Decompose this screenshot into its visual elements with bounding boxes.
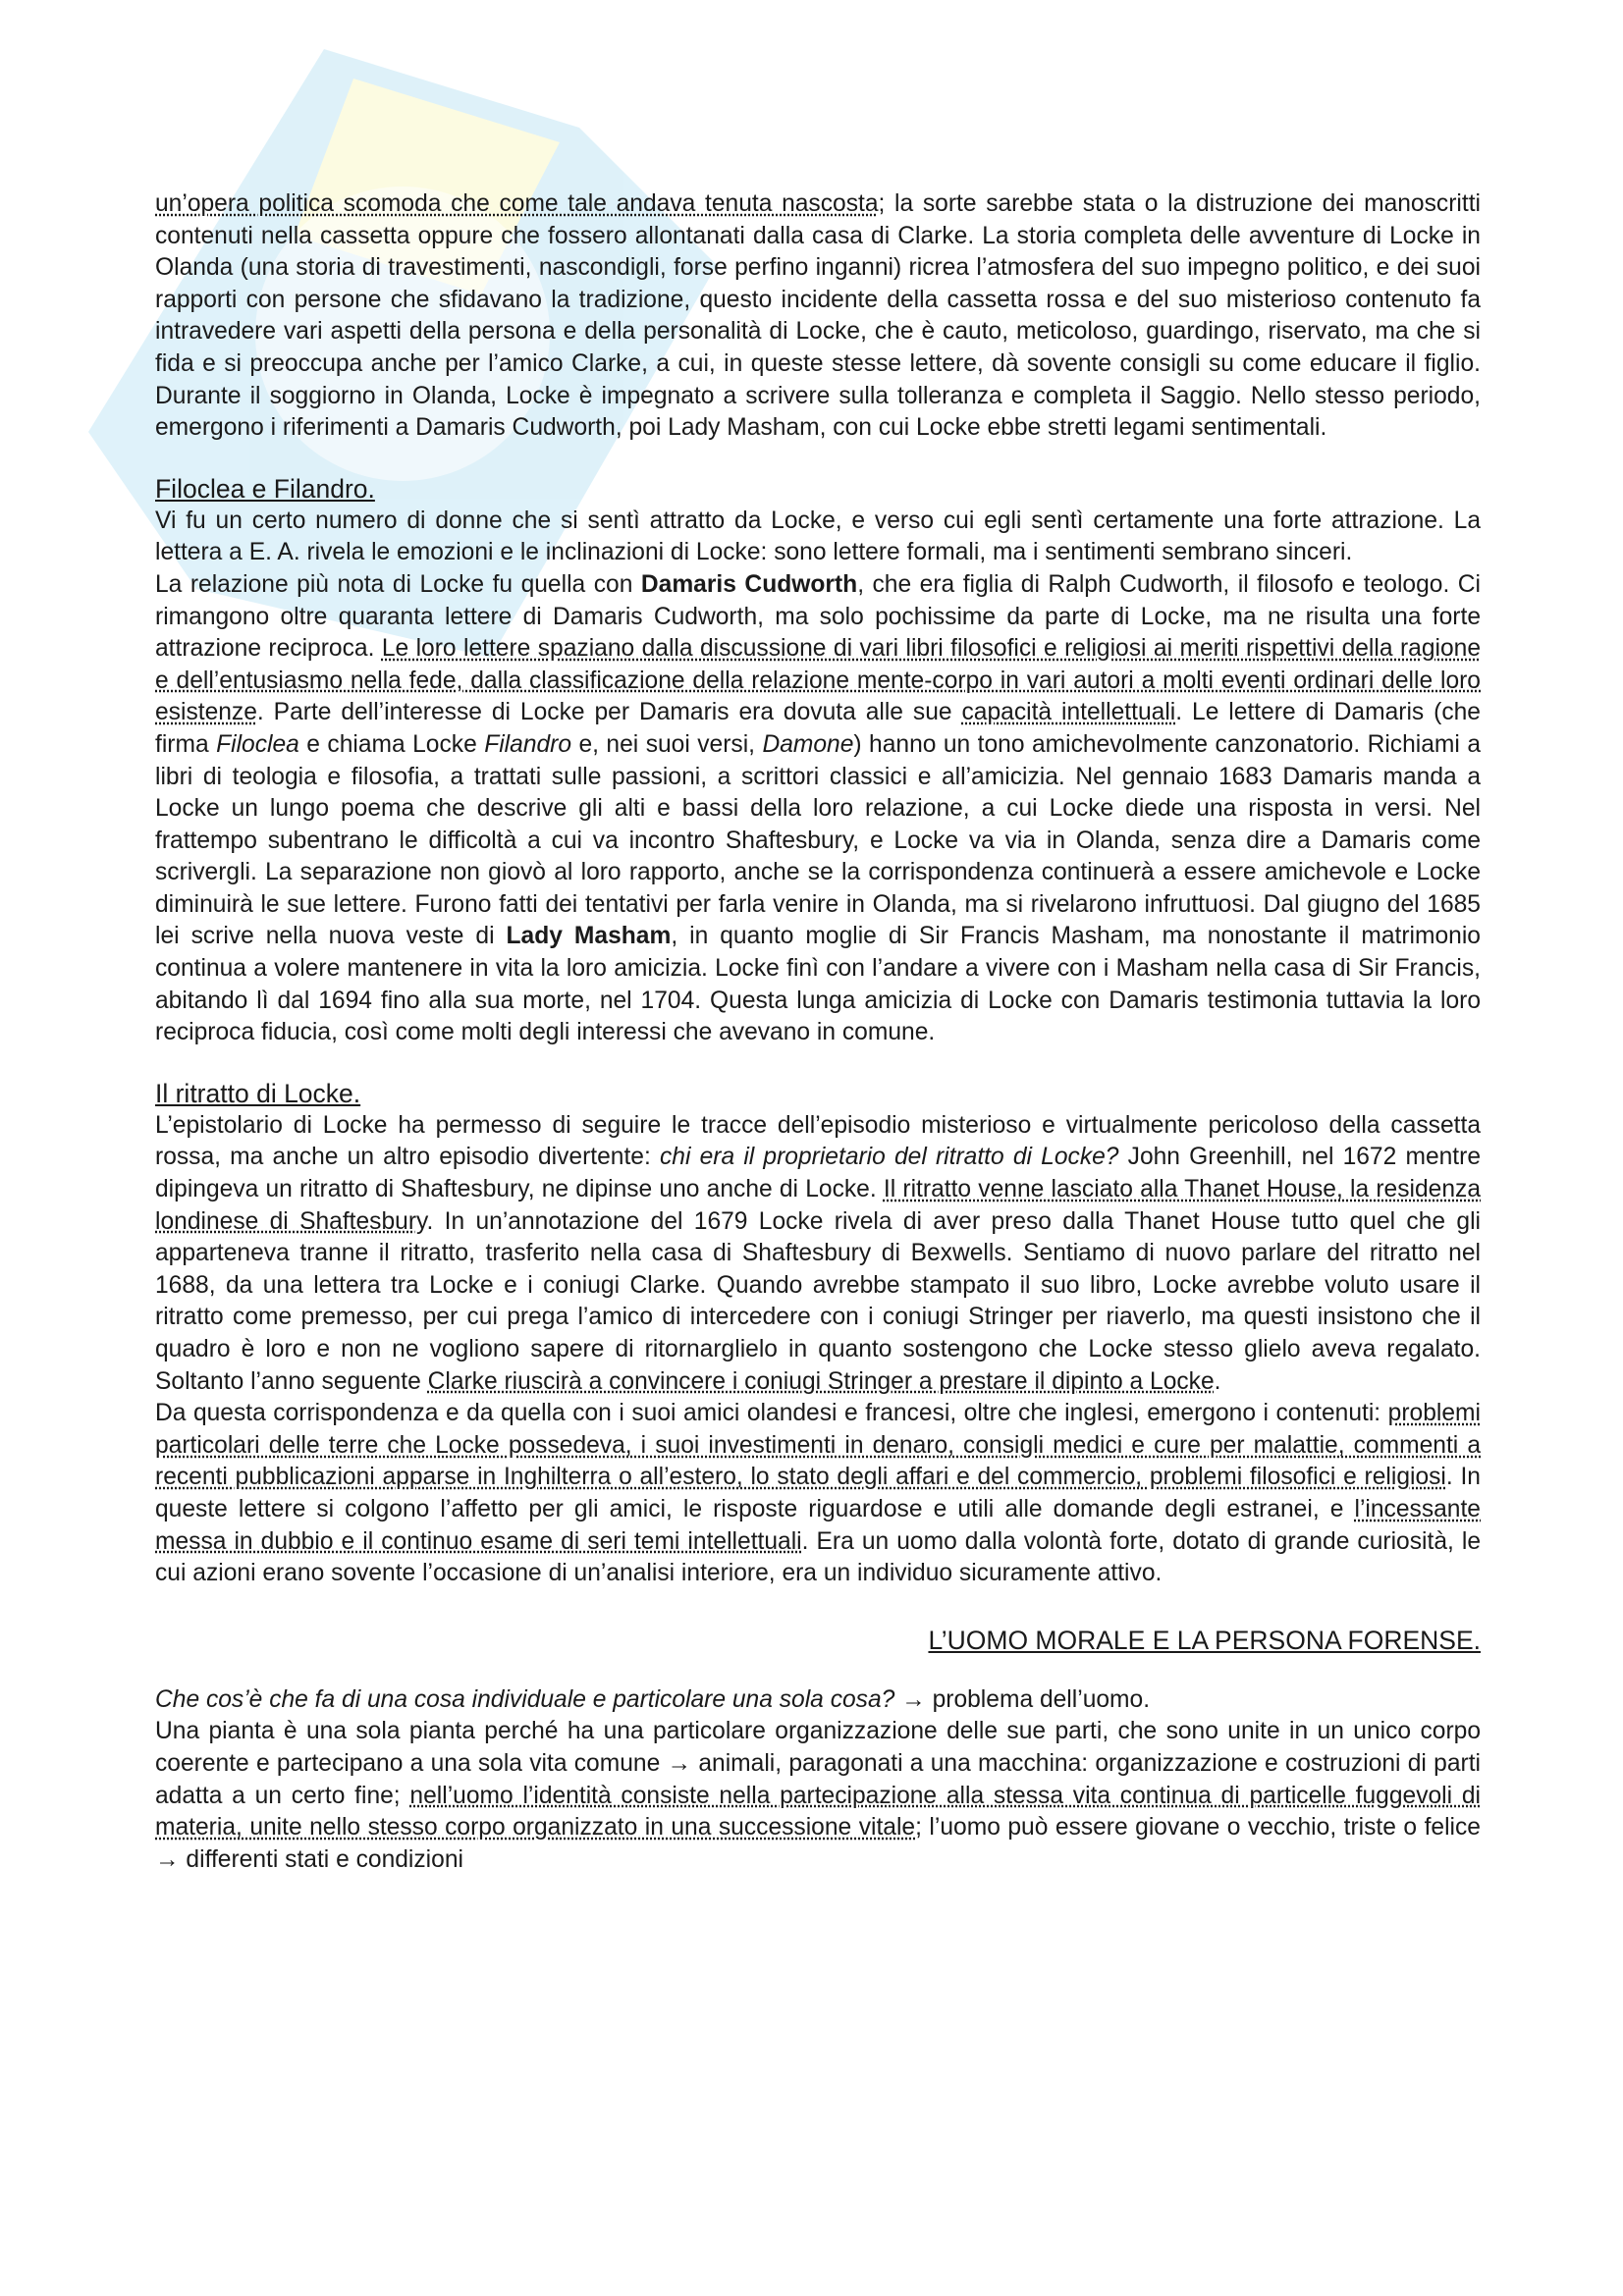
text-run: . In un’annotazione del 1679 Locke rivela di aver preso dalla Thanet House tutto quel che gli apparteneva tranne il ritratto, trasferito nella casa di Shaftesbury di Bexwells. Sentiamo di nuovo parlare del ritratto nel 1688, da una lettera tra Locke e i coniugi Clarke. Quando avrebbe stampato il suo libro, Locke avrebbe voluto usare il ritratto come premesso, per cui prega l’amico di intercedere con i coniugi Stringer per riaverlo, ma questi insistono che il quadro è loro e non ne vogliono sapere di ritornarglielo in quanto sostengono che Locke stesso glielo aveva regalato. Soltanto l’anno seguente [155, 1207, 1481, 1395]
underlined-text: problemi particolari delle terre che Locke possedeva, i suoi investimenti in denaro, consigli medici e cure per malattie, commenti a recenti pubblicazioni apparse in Inghilterra o all’estero, lo stato degli affari e del commercio, problemi filosofici e religiosi [155, 1400, 1481, 1491]
text-run: La relazione più nota di Locke fu quella con [155, 570, 641, 598]
text-run: Da questa corrispondenza e da quella con i suoi amici olandesi e francesi, oltre che inglesi, emergono i contenuti: [155, 1400, 1388, 1427]
chapter-paragraph-1 [155, 1684, 1481, 1717]
chapter-heading: L’UOMO MORALE E LA PERSONA FORENSE. [928, 1625, 1481, 1655]
underlined-text: capacità intellettuali [961, 699, 1176, 726]
text-run: , in quanto moglie di Sir Francis Masham, ma nonostante il matrimonio continua a volere mantenere in vita la loro amicizia. Locke finì con l’andare a vivere con i Masham nella casa di Sir Francis, abitando lì dal 1694 fino alla sua morte, nel 1704. Questa lunga amicizia di Locke con Damaris testimonia tuttavia la loro reciproca fiducia, così come molti degli interessi che avevano in comune. [155, 923, 1481, 1046]
document-page [155, 188, 1481, 1876]
text-run: e, nei suoi versi, [571, 730, 763, 758]
italic-text: Che cos’è che fa di una cosa individuale e particolare una sola cosa? [155, 1685, 895, 1713]
section-heading-filoclea: Filoclea e Filandro. [155, 473, 375, 504]
text-run: e chiama Locke [298, 730, 485, 758]
underlined-text: Clarke riuscirà a convincere i coniugi Stringer a prestare il dipinto a Locke [427, 1367, 1215, 1395]
bold-text: Lady Masham [506, 923, 672, 950]
text-run: John Greenhill, nel 1672 mentre dipingeva un ritratto di Shaftesbury, ne dipinse uno anche di Locke. [155, 1144, 1482, 1203]
text-run: → problema dell’uomo. [894, 1685, 1151, 1713]
italic-text: Damone [762, 730, 854, 758]
section-heading-ritratto: Il ritratto di Locke. [155, 1078, 361, 1108]
underlined-text: un’opera politica scomoda che come tale andava tenuta nascosta [155, 190, 879, 217]
underlined-text: Le loro lettere spaziano dalla discussione di vari libri filosofici e religiosi ai meriti rispettivi della ragione e dell’entusiasmo nella fede, dalla classificazione della relazione mente-corpo in vari autori a molti eventi ordinari delle loro esistenze [155, 635, 1481, 726]
italic-text: chi era il proprietario del ritratto di Locke? [660, 1144, 1119, 1171]
text-run: ; l’uomo può essere giovane o vecchio, triste o felice → differenti stati e condizioni [155, 1814, 1481, 1873]
text-run: L’epistolario di Locke ha permesso di seguire le tracce dell’episodio misterioso e virtualmente pericoloso della cassetta rossa, ma anche un altro episodio divertente: [155, 1111, 1481, 1171]
italic-text: Filoclea [216, 730, 299, 758]
bold-text: Damaris Cudworth [640, 570, 858, 598]
underlined-text: l’incessante messa in dubbio e il continuo esame di seri temi intellettuali [155, 1495, 1481, 1555]
ritratto-paragraph-1 [155, 1110, 1481, 1398]
text-run: . Le lettere di Damaris (che firma [155, 699, 1481, 758]
text-run: . Era un uomo dalla volontà forte, dotato di grande curiosità, le cui azioni erano sovente l’occasione di un’analisi interiore, era un individuo sicuramente attivo. [155, 1527, 1482, 1587]
chapter-paragraph-2 [155, 1716, 1481, 1876]
text-run: ) hanno un tono amichevolmente canzonatorio. Richiami a libri di teologia e filosofia, a trattati sulle passioni, a scrittori classici e all’amicizia. Nel gennaio 1683 Damaris manda a Locke un lungo poema che descrive gli alti e bassi della loro relazione, a cui Locke diede una risposta in versi. Nel frattempo subentrano le difficoltà a cui va incontro Shaftesbury, e Locke va via in Olanda, senza dire a Damaris come scrivergli. La separazione non giovò al loro rapporto, anche se la corrispondenza continuerà a essere amichevole e Locke diminuirà le sue lettere. Furono fatti dei tentativi per farla venire in Olanda, ma si rivelarono infruttuosi. Dal giugno del 1685 lei scrive nella nuova veste di [155, 730, 1481, 950]
text-run: Una pianta è una sola pianta perché ha una particolare organizzazione delle sue parti, che sono unite in un unico corpo coerente e partecipano a una sola vita comune → animali, paragonati a una macchina: organizzazione e costruzioni di parti adatta a un certo fine; [155, 1718, 1481, 1809]
text-run: ; la sorte sarebbe stata o la distruzione dei manoscritti contenuti nella cassetta oppure che fossero allontanati dalla casa di Clarke. La storia completa delle avventure di Locke in Olanda (una storia di travestimenti, nascondigli, forse perfino inganni) ricrea l’atmosfera del suo impegno politico, e dei suoi rapporti con persone che sfidavano la tradizione, questo incidente della cassetta rossa e del suo misterioso contenuto fa intravedere vari aspetti della persona e della personalità di Locke, che è cauto, meticoloso, guardingo, riservato, ma che si fida e si preoccupa anche per l’amico Clarke, a cui, in queste stesse lettere, dà sovente consigli su come educare il figlio. Durante il soggiorno in Olanda, Locke è impegnato a scrivere sulla tolleranza e completa il Saggio. Nello stesso periodo, emergono i riferimenti a Damaris Cudworth, poi Lady Masham, con cui Locke ebbe stretti legami sentimentali. [155, 190, 1481, 442]
ritratto-paragraph-2 [155, 1398, 1481, 1590]
text-run: , che era figlia di Ralph Cudworth, il filosofo e teologo. Ci rimangono oltre quaranta lettere di Damaris Cudworth, ma solo pochissime da parte di Locke, ma ne risulta una forte attrazione reciproca. [155, 570, 1481, 663]
text-run: . In queste lettere si colgono l’affetto per gli amici, le risposte riguardose e utili alle domande degli estranei, e [155, 1464, 1481, 1522]
filoclea-paragraph-2 [155, 569, 1481, 1049]
intro-paragraph [155, 188, 1481, 445]
italic-text: Filandro [484, 730, 572, 758]
text-run: Vi fu un certo numero di donne che si sentì attratto da Locke, e verso cui egli sentì certamente una forte attrazione. La lettera a E. A. rivela le emozioni e le inclinazioni di Locke: sono lettere formali, ma i sentimenti sembrano sinceri. [155, 507, 1481, 566]
text-run: . [1214, 1367, 1221, 1395]
underlined-text: Il ritratto venne lasciato alla Thanet House, la residenza londinese di Shaftesbury [155, 1176, 1481, 1235]
text-run: . Parte dell’interesse di Locke per Damaris era dovuta alle sue [256, 699, 962, 726]
filoclea-paragraph-1 [155, 506, 1481, 569]
underlined-text: nell’uomo l’identità consiste nella partecipazione alla stessa vita continua di particelle fuggevoli di materia, unite nello stesso corpo organizzato in una successione vitale [155, 1782, 1481, 1842]
